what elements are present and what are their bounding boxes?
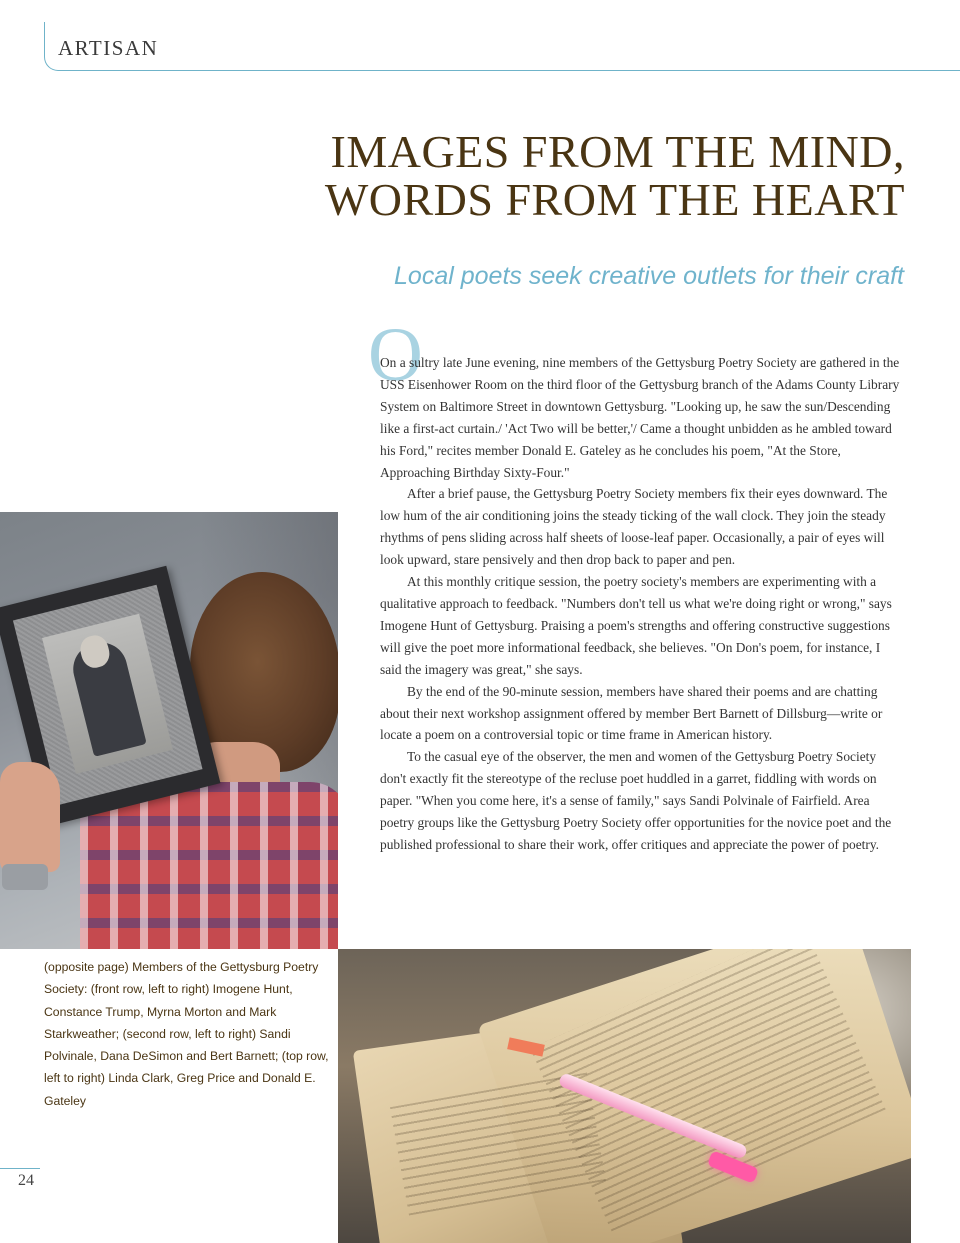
folio-rule bbox=[0, 1168, 40, 1169]
photo-wristwatch bbox=[2, 864, 48, 890]
photo-open-book-and-pen bbox=[338, 949, 911, 1243]
paragraph-2: After a brief pause, the Gettysburg Poetry Society members fix their eyes downward. The low hum of the air conditioning joins the steady ticking of the wall clock. They join the steady rhythms of pens sliding across half sheets of loose-leaf paper. Occasionally, a pair of eyes will look upward, stare pensively and then drop back to paper and pen. bbox=[380, 486, 888, 568]
paragraph-4: By the end of the 90-minute session, members have shared their poems and are chatting about their next workshop assignment offered by member Bert Barnett of Dillsburg—write or locate a poem on a controversial topic or time frame in American history. bbox=[380, 683, 883, 743]
paragraph-1: On a sultry late June evening, nine members of the Gettysburg Poetry Society are gathered in the USS Eisenhower Room on the third floor of the Gettysburg branch of the Adams County Library System on Baltimore Street in downtown Gettysburg. "Looking up, he saw the sun/Descending like a first-act curtain./ 'Act Two will be better,'/ Came a thought unbidden as he ambled toward his Ford," recites member Donald E. Gateley as he concludes his poem, "At the Store, Approaching Birthday Sixty-Four." bbox=[380, 355, 900, 480]
article-title-line-1: IMAGES FROM THE MIND, bbox=[330, 126, 905, 177]
article-title bbox=[205, 128, 905, 224]
article-title-line-2: WORDS FROM THE HEART bbox=[324, 174, 905, 225]
drop-cap: O bbox=[368, 313, 423, 397]
page-number: 24 bbox=[18, 1172, 34, 1189]
photo-poet-holding-portrait bbox=[0, 512, 338, 949]
section-label: ARTISAN bbox=[58, 36, 159, 60]
photo-caption: (opposite page) Members of the Gettysburg Poetry Society: (front row, left to right) Imogene Hunt, Constance Trump, Myrna Morton and Mark Starkweather; (second row, left to right) Sandi Polvinale, Dana DeSimon and Bert Barnett; (top row, left to right) Linda Clark, Greg Price and Donald E. Gateley bbox=[44, 960, 329, 1108]
paragraph-3: At this monthly critique session, the poetry society's members are experimenting with a qualitative approach to feedback. "Numbers don't tell us what we're doing right or wrong," says Imogene Hunt of Gettysburg. Praising a poem's strengths and offering constructive suggestions will give the poet more informational feedback, she believes. "On Don's poem, for instance, I said the imagery was great," she says. bbox=[380, 574, 892, 677]
article-subtitle: Local poets seek creative outlets for their craft bbox=[394, 262, 904, 290]
photo-hand bbox=[0, 762, 60, 872]
article-body bbox=[380, 352, 900, 856]
paragraph-5: To the casual eye of the observer, the men and women of the Gettysburg Poetry Society don't exactly fit the stereotype of the recluse poet huddled in a garret, fiddling with words on paper. "When you come here, it's a sense of family," says Sandi Polvinale of Fairfield. Area poetry groups like the Gettysburg Poetry Society offer opportunities for the novice poet and the published professional to share their work, offer critiques and appreciate the power of poetry. bbox=[380, 749, 892, 852]
header-rule bbox=[44, 22, 960, 71]
